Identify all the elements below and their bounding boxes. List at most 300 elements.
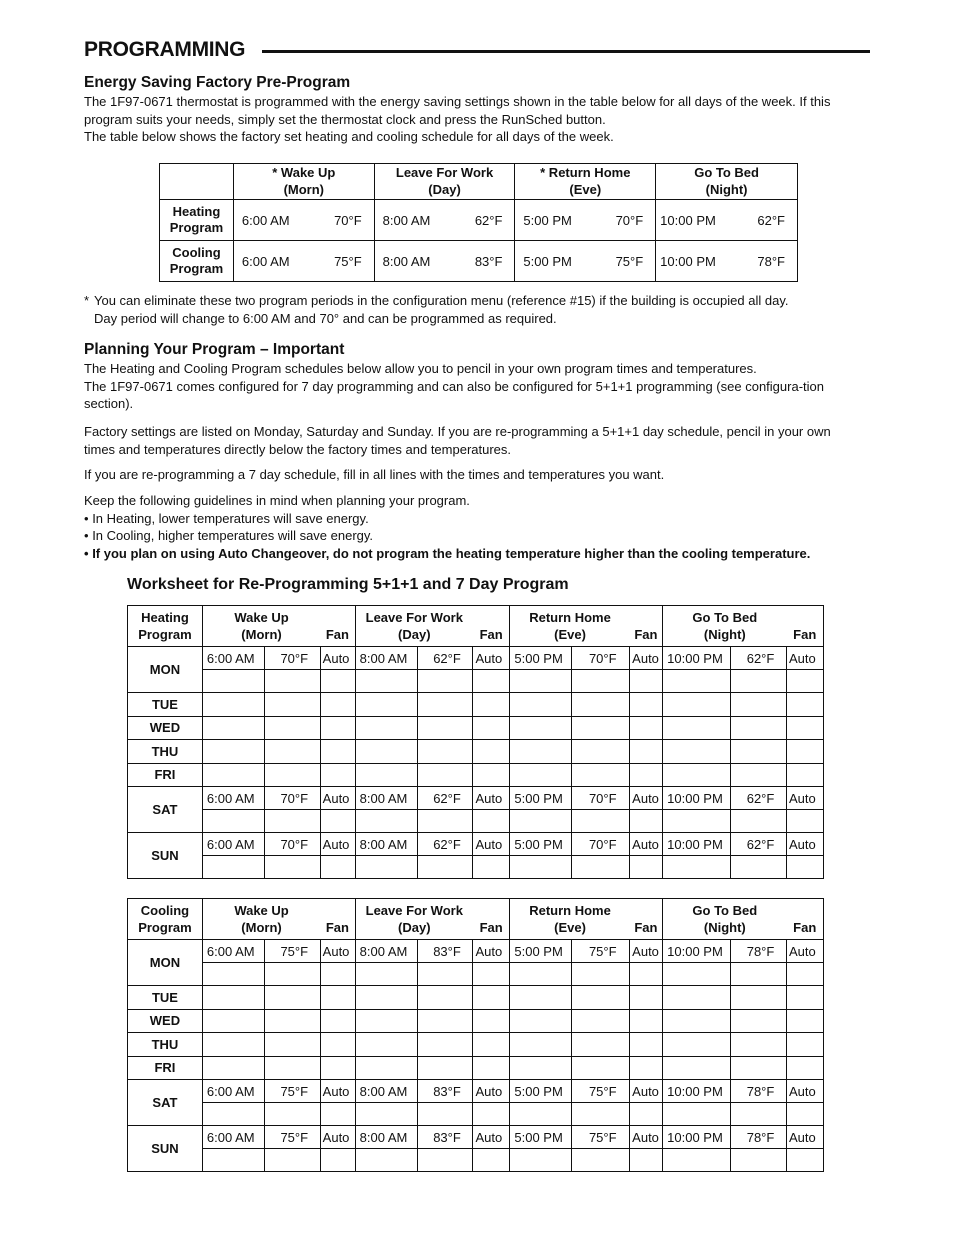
temp-cell: 62°F xyxy=(728,200,798,241)
fan-cell xyxy=(473,740,510,764)
paragraph-text: If you are re-programming a 7 day schedule, fill in all lines with the times and temperatures you want. xyxy=(84,467,665,482)
fan-cell: Auto xyxy=(630,1080,663,1103)
fan-cell: Auto xyxy=(786,1080,823,1103)
temp-cell xyxy=(417,963,473,986)
time-cell: 6:00 AM xyxy=(233,241,301,282)
temp-cell: 70°F xyxy=(582,200,656,241)
period-header: Go To Bed (Night) xyxy=(663,899,787,940)
time-cell xyxy=(202,1033,264,1057)
time-cell xyxy=(510,693,572,717)
fan-cell xyxy=(473,693,510,717)
temp-cell xyxy=(731,810,787,833)
temp-cell: 83°F xyxy=(417,1126,473,1149)
temp-cell xyxy=(572,986,630,1010)
fan-cell: Auto xyxy=(630,1126,663,1149)
temp-cell: 83°F xyxy=(417,1080,473,1103)
fan-cell xyxy=(320,810,355,833)
temp-cell xyxy=(417,986,473,1010)
fan-cell: Auto xyxy=(786,1126,823,1149)
table-row xyxy=(128,763,824,787)
time-cell xyxy=(663,740,731,764)
temp-cell xyxy=(572,856,630,879)
day-label: SUN xyxy=(128,1126,203,1172)
fan-cell xyxy=(786,1103,823,1126)
row-group-label: Heating Program xyxy=(128,606,203,647)
time-cell xyxy=(202,963,264,986)
time-cell: 8:00 AM xyxy=(355,940,417,963)
temp-cell: 75°F xyxy=(582,241,656,282)
day-label: MON xyxy=(128,647,203,693)
day-label: TUE xyxy=(128,693,203,717)
time-cell: 8:00 AM xyxy=(374,200,441,241)
time-cell: 5:00 PM xyxy=(515,241,582,282)
time-cell: 10:00 PM xyxy=(656,200,728,241)
time-cell: 10:00 PM xyxy=(663,833,731,856)
temp-cell xyxy=(417,1033,473,1057)
fan-cell xyxy=(320,1009,355,1033)
fan-cell xyxy=(786,810,823,833)
fan-cell xyxy=(786,963,823,986)
day-label: WED xyxy=(128,1009,203,1033)
temp-cell: 75°F xyxy=(572,940,630,963)
time-cell: 6:00 AM xyxy=(202,647,264,670)
time-cell xyxy=(510,856,572,879)
temp-cell xyxy=(731,1103,787,1126)
time-cell: 10:00 PM xyxy=(663,787,731,810)
fan-cell xyxy=(630,1009,663,1033)
temp-cell xyxy=(264,670,320,693)
fan-cell xyxy=(473,670,510,693)
day-label: SUN xyxy=(128,833,203,879)
temp-cell: 75°F xyxy=(264,940,320,963)
period-header: Wake Up (Morn) xyxy=(202,606,320,647)
period-header: Go To Bed (Night) xyxy=(663,606,787,647)
list-item: • If you plan on using Auto Changeover, do not program the heating temperature higher than the cooling temperature. xyxy=(84,545,811,561)
temp-cell xyxy=(264,1033,320,1057)
fan-cell xyxy=(786,1056,823,1080)
footnote-text: You can eliminate these two program periods in the configuration menu (reference #15) if the building is occupied all day. xyxy=(94,293,789,308)
fan-cell: Auto xyxy=(473,647,510,670)
time-cell xyxy=(355,986,417,1010)
footnote-text: Day period will change to 6:00 AM and 70° and can be programmed as required. xyxy=(94,310,557,326)
day-label: TUE xyxy=(128,986,203,1010)
fan-cell xyxy=(473,1056,510,1080)
temp-cell xyxy=(572,740,630,764)
time-cell xyxy=(202,740,264,764)
list-item: • In Heating, lower temperatures will save energy. xyxy=(84,510,369,526)
fan-cell xyxy=(786,986,823,1010)
fan-cell: Auto xyxy=(320,833,355,856)
list-item: • In Cooling, higher temperatures will save energy. xyxy=(84,528,374,543)
day-label: SAT xyxy=(128,787,203,833)
fan-cell xyxy=(320,740,355,764)
temp-cell xyxy=(731,963,787,986)
time-cell xyxy=(510,986,572,1010)
time-cell: 8:00 AM xyxy=(374,241,441,282)
table-row xyxy=(128,963,824,986)
temp-cell: 75°F xyxy=(572,1080,630,1103)
temp-cell xyxy=(731,1009,787,1033)
time-cell xyxy=(510,1103,572,1126)
time-cell xyxy=(202,1149,264,1172)
time-cell xyxy=(663,716,731,740)
temp-cell xyxy=(417,740,473,764)
table-row xyxy=(128,693,824,717)
fan-cell xyxy=(473,763,510,787)
column-header: * Wake Up (Morn) xyxy=(233,164,374,200)
time-cell: 10:00 PM xyxy=(663,1126,731,1149)
temp-cell xyxy=(264,693,320,717)
time-cell xyxy=(510,670,572,693)
row-label: Heating Program xyxy=(160,200,234,241)
time-cell xyxy=(663,856,731,879)
temp-cell: 62°F xyxy=(441,200,515,241)
temp-cell xyxy=(417,693,473,717)
time-cell: 5:00 PM xyxy=(510,1126,572,1149)
period-header: Leave For Work (Day) xyxy=(355,606,473,647)
column-header: * Return Home (Eve) xyxy=(515,164,656,200)
fan-cell xyxy=(630,740,663,764)
table-row xyxy=(128,986,824,1010)
fan-cell: Auto xyxy=(630,647,663,670)
fan-cell xyxy=(320,1033,355,1057)
temp-cell xyxy=(731,1149,787,1172)
fan-cell xyxy=(630,1149,663,1172)
period-header: Wake Up (Morn) xyxy=(202,899,320,940)
day-label: MON xyxy=(128,940,203,986)
temp-cell: 70°F xyxy=(572,647,630,670)
temp-cell xyxy=(264,963,320,986)
temp-cell xyxy=(572,670,630,693)
time-cell: 6:00 AM xyxy=(202,940,264,963)
fan-cell xyxy=(786,1149,823,1172)
fan-cell xyxy=(473,716,510,740)
time-cell xyxy=(510,1056,572,1080)
fan-cell xyxy=(320,763,355,787)
table-row xyxy=(128,647,824,670)
temp-cell xyxy=(417,1056,473,1080)
temp-cell xyxy=(572,1033,630,1057)
temp-cell xyxy=(417,763,473,787)
temp-cell xyxy=(572,1149,630,1172)
time-cell: 6:00 AM xyxy=(202,1126,264,1149)
fan-cell xyxy=(786,693,823,717)
temp-cell xyxy=(572,810,630,833)
time-cell xyxy=(663,1056,731,1080)
fan-cell xyxy=(630,1056,663,1080)
time-cell: 5:00 PM xyxy=(515,200,582,241)
fan-cell: Auto xyxy=(473,1080,510,1103)
time-cell: 10:00 PM xyxy=(656,241,728,282)
time-cell xyxy=(355,1056,417,1080)
temp-cell xyxy=(572,716,630,740)
table-row xyxy=(128,1056,824,1080)
time-cell xyxy=(202,670,264,693)
time-cell xyxy=(510,763,572,787)
section-heading-planning: Planning Your Program – Important xyxy=(84,341,345,358)
temp-cell xyxy=(731,670,787,693)
table-row xyxy=(128,1126,824,1149)
cooling-worksheet-table xyxy=(127,898,824,1172)
time-cell: 5:00 PM xyxy=(510,940,572,963)
temp-cell xyxy=(572,963,630,986)
factory-schedule-table xyxy=(159,163,798,282)
temp-cell: 62°F xyxy=(417,833,473,856)
fan-cell xyxy=(630,963,663,986)
fan-cell: Auto xyxy=(473,1126,510,1149)
temp-cell xyxy=(264,740,320,764)
time-cell xyxy=(663,1009,731,1033)
fan-cell xyxy=(630,1103,663,1126)
time-cell xyxy=(510,740,572,764)
fan-cell xyxy=(473,1149,510,1172)
table-row xyxy=(128,740,824,764)
fan-cell xyxy=(320,986,355,1010)
fan-cell: Auto xyxy=(320,1080,355,1103)
temp-cell xyxy=(731,1033,787,1057)
fan-cell: Auto xyxy=(473,940,510,963)
time-cell xyxy=(202,1009,264,1033)
temp-cell xyxy=(417,1103,473,1126)
temp-cell xyxy=(572,763,630,787)
footnote xyxy=(84,292,884,327)
fan-cell xyxy=(320,1056,355,1080)
temp-cell: 70°F xyxy=(572,787,630,810)
temp-cell: 78°F xyxy=(731,1080,787,1103)
fan-cell: Auto xyxy=(786,647,823,670)
fan-cell: Auto xyxy=(320,1126,355,1149)
fan-cell xyxy=(630,856,663,879)
time-cell xyxy=(510,1033,572,1057)
fan-cell xyxy=(630,670,663,693)
fan-header: Fan xyxy=(786,899,823,940)
time-cell xyxy=(663,1149,731,1172)
fan-cell xyxy=(320,1149,355,1172)
fan-cell: Auto xyxy=(473,787,510,810)
period-header: Return Home (Eve) xyxy=(510,606,630,647)
time-cell: 6:00 AM xyxy=(202,1080,264,1103)
fan-cell xyxy=(630,716,663,740)
time-cell xyxy=(355,1009,417,1033)
paragraph-text: Factory settings are listed on Monday, Saturday and Sunday. If you are re-programming a 5+1+1 day schedule, pencil in your own times and temperatures directly below the factory times and temperatures. xyxy=(84,424,831,457)
temp-cell xyxy=(264,716,320,740)
fan-cell: Auto xyxy=(786,940,823,963)
temp-cell xyxy=(417,1149,473,1172)
day-label: SAT xyxy=(128,1080,203,1126)
time-cell xyxy=(355,716,417,740)
fan-header: Fan xyxy=(473,899,510,940)
worksheet-title: Worksheet for Re-Programming 5+1+1 and 7 Day Program xyxy=(127,576,569,593)
fan-cell: Auto xyxy=(630,940,663,963)
fan-cell xyxy=(473,963,510,986)
time-cell: 8:00 AM xyxy=(355,833,417,856)
fan-cell: Auto xyxy=(320,940,355,963)
time-cell xyxy=(202,763,264,787)
fan-cell xyxy=(320,856,355,879)
fan-cell xyxy=(630,986,663,1010)
fan-cell: Auto xyxy=(320,787,355,810)
day-label: THU xyxy=(128,1033,203,1057)
column-header: Go To Bed (Night) xyxy=(656,164,798,200)
footnote-star: * xyxy=(84,293,90,308)
temp-cell: 70°F xyxy=(264,833,320,856)
time-cell xyxy=(202,1056,264,1080)
time-cell: 10:00 PM xyxy=(663,940,731,963)
temp-cell xyxy=(417,810,473,833)
temp-cell xyxy=(572,1009,630,1033)
time-cell: 5:00 PM xyxy=(510,787,572,810)
temp-cell xyxy=(731,693,787,717)
time-cell xyxy=(355,963,417,986)
table-row xyxy=(128,1033,824,1057)
fan-cell xyxy=(630,1033,663,1057)
heating-worksheet-table xyxy=(127,605,824,879)
time-cell xyxy=(202,986,264,1010)
temp-cell xyxy=(417,1009,473,1033)
paragraph-text: The 1F97-0671 thermostat is programmed with the energy saving settings shown in the table below for all days of the week. If this program suits your needs, simply set the thermostat clock and press the RunSched button. xyxy=(84,94,831,127)
temp-cell: 62°F xyxy=(417,787,473,810)
table-row xyxy=(128,716,824,740)
temp-cell xyxy=(264,856,320,879)
temp-cell: 70°F xyxy=(264,787,320,810)
fan-cell: Auto xyxy=(630,833,663,856)
temp-cell xyxy=(264,810,320,833)
fan-cell xyxy=(786,763,823,787)
time-cell xyxy=(355,856,417,879)
row-label: Cooling Program xyxy=(160,241,234,282)
temp-cell: 75°F xyxy=(264,1126,320,1149)
fan-header: Fan xyxy=(630,899,663,940)
temp-cell: 78°F xyxy=(728,241,798,282)
time-cell xyxy=(202,810,264,833)
time-cell: 5:00 PM xyxy=(510,833,572,856)
temp-cell: 75°F xyxy=(264,1080,320,1103)
temp-cell xyxy=(417,716,473,740)
time-cell xyxy=(355,810,417,833)
time-cell xyxy=(510,1149,572,1172)
fan-cell xyxy=(320,1103,355,1126)
section-paragraph xyxy=(84,93,874,146)
time-cell xyxy=(663,963,731,986)
time-cell: 6:00 AM xyxy=(202,833,264,856)
page-title: PROGRAMMING xyxy=(84,38,246,61)
table-row xyxy=(128,1009,824,1033)
period-header: Leave For Work (Day) xyxy=(355,899,473,940)
fan-cell xyxy=(320,670,355,693)
fan-cell xyxy=(473,1103,510,1126)
fan-cell xyxy=(786,670,823,693)
temp-cell xyxy=(264,1103,320,1126)
fan-cell xyxy=(786,856,823,879)
time-cell xyxy=(202,856,264,879)
fan-cell xyxy=(473,856,510,879)
time-cell xyxy=(355,693,417,717)
time-cell xyxy=(510,716,572,740)
temp-cell: 62°F xyxy=(731,833,787,856)
time-cell xyxy=(355,740,417,764)
time-cell xyxy=(663,986,731,1010)
temp-cell xyxy=(264,1009,320,1033)
time-cell xyxy=(202,716,264,740)
time-cell: 8:00 AM xyxy=(355,1080,417,1103)
row-group-label: Cooling Program xyxy=(128,899,203,940)
time-cell: 10:00 PM xyxy=(663,1080,731,1103)
time-cell: 5:00 PM xyxy=(510,1080,572,1103)
fan-cell xyxy=(473,986,510,1010)
table-row xyxy=(128,833,824,856)
section-heading-factory: Energy Saving Factory Pre-Program xyxy=(84,74,351,91)
fan-cell xyxy=(630,810,663,833)
time-cell xyxy=(355,670,417,693)
paragraph-text: The 1F97-0671 comes configured for 7 day programming and can also be configured for 5+1+1 programming (see configura-tion section). xyxy=(84,378,824,411)
time-cell xyxy=(663,810,731,833)
table-row xyxy=(128,1149,824,1172)
time-cell xyxy=(355,763,417,787)
time-cell xyxy=(663,693,731,717)
time-cell: 10:00 PM xyxy=(663,647,731,670)
time-cell: 5:00 PM xyxy=(510,647,572,670)
temp-cell: 62°F xyxy=(731,647,787,670)
fan-cell xyxy=(320,716,355,740)
fan-cell: Auto xyxy=(786,787,823,810)
temp-cell xyxy=(731,716,787,740)
paragraph-text: The table below shows the factory set heating and cooling schedule for all days of the week. xyxy=(84,129,614,144)
fan-cell xyxy=(786,1009,823,1033)
fan-cell xyxy=(786,740,823,764)
fan-cell xyxy=(473,810,510,833)
table-row xyxy=(160,200,798,241)
fan-cell: Auto xyxy=(320,647,355,670)
time-cell xyxy=(355,1103,417,1126)
temp-cell xyxy=(731,740,787,764)
time-cell: 8:00 AM xyxy=(355,647,417,670)
fan-header: Fan xyxy=(320,899,355,940)
time-cell: 8:00 AM xyxy=(355,1126,417,1149)
temp-cell xyxy=(572,1056,630,1080)
time-cell xyxy=(355,1149,417,1172)
fan-header: Fan xyxy=(473,606,510,647)
temp-cell xyxy=(731,1056,787,1080)
time-cell xyxy=(202,1103,264,1126)
day-label: FRI xyxy=(128,763,203,787)
table-row xyxy=(128,810,824,833)
temp-cell xyxy=(264,1149,320,1172)
temp-cell: 75°F xyxy=(301,241,374,282)
temp-cell xyxy=(264,986,320,1010)
fan-cell xyxy=(320,963,355,986)
period-header: Return Home (Eve) xyxy=(510,899,630,940)
fan-cell xyxy=(473,1009,510,1033)
table-row xyxy=(160,241,798,282)
temp-cell xyxy=(264,1056,320,1080)
day-label: WED xyxy=(128,716,203,740)
time-cell: 6:00 AM xyxy=(202,787,264,810)
fan-cell: Auto xyxy=(630,787,663,810)
fan-cell xyxy=(786,716,823,740)
time-cell xyxy=(510,810,572,833)
time-cell xyxy=(202,693,264,717)
time-cell xyxy=(510,1009,572,1033)
temp-cell xyxy=(731,856,787,879)
section-paragraph xyxy=(84,360,864,413)
temp-cell: 83°F xyxy=(417,940,473,963)
table-row xyxy=(128,940,824,963)
temp-cell: 78°F xyxy=(731,940,787,963)
temp-cell: 83°F xyxy=(441,241,515,282)
fan-cell: Auto xyxy=(786,833,823,856)
table-row xyxy=(128,856,824,879)
fan-cell xyxy=(320,693,355,717)
